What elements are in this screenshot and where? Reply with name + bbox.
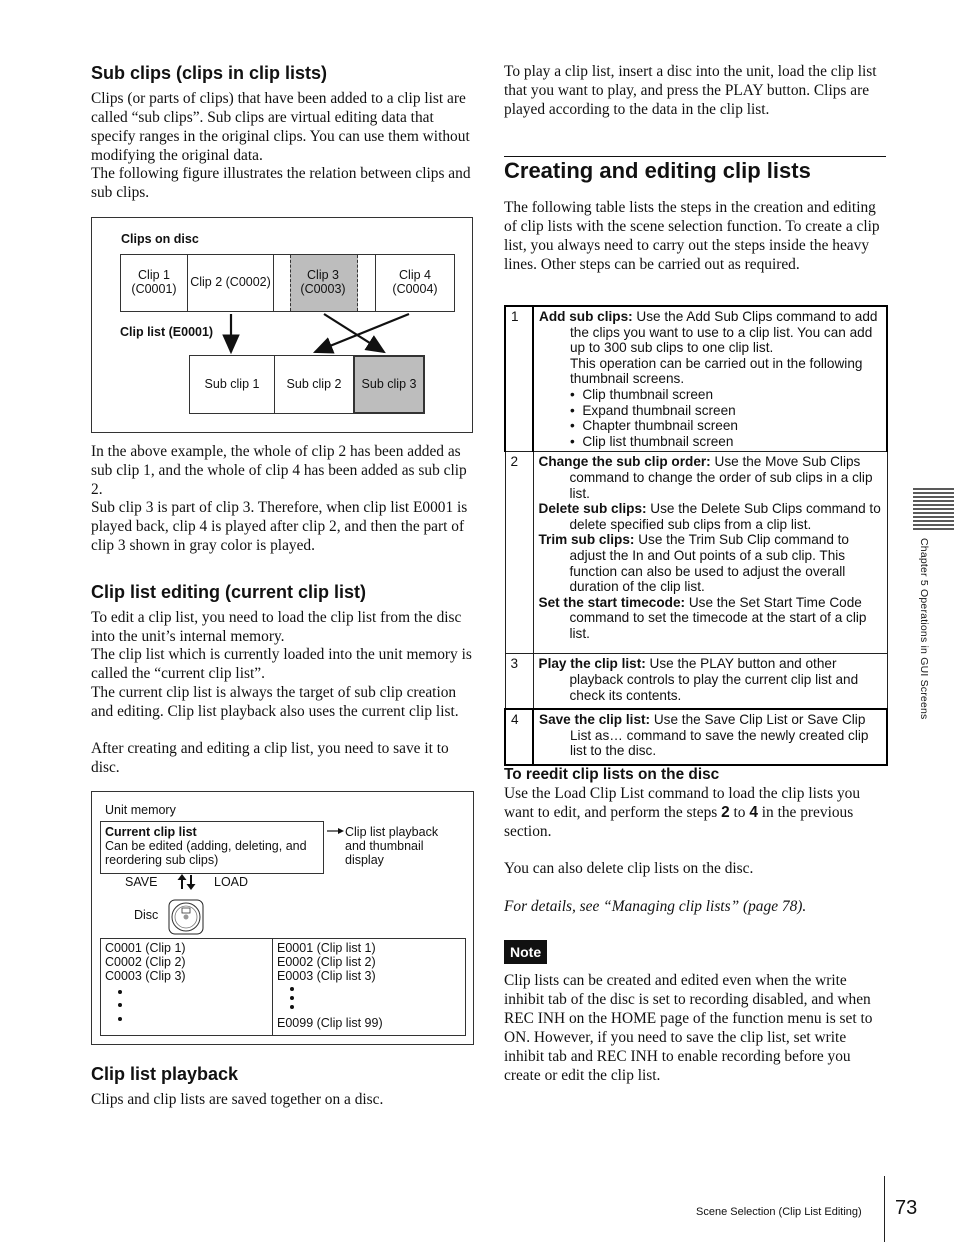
steps-table: [504, 305, 888, 766]
clip-1-id: (C0001): [131, 282, 177, 296]
sub-clip-2-box: [274, 355, 354, 414]
step-2b-text: Use the Delete Sub Clips command to delete specified sub clips from a clip list.: [569, 501, 881, 532]
playback-note-3: display: [345, 853, 384, 867]
step-2c-heading: Trim sub clips:: [538, 532, 635, 548]
section-title-clip-list-playback: Clip list playback: [91, 1064, 239, 1084]
list-item: Clip list thumbnail screen: [582, 433, 734, 449]
step-3-text: Use the PLAY button and other playback controls to play the current clip list and check its contents.: [569, 656, 859, 703]
disc-cliplist-1: E0001 (Clip list 1): [277, 941, 376, 955]
section-rule: [504, 156, 886, 157]
step-number: 2: [505, 452, 533, 654]
clip-list-label: Clip list (E0001): [120, 325, 214, 339]
table-row: [505, 654, 887, 709]
step-1-heading: Add sub clips:: [539, 309, 633, 324]
step-1-text-2: This operation can be carried out in the following thumbnail screens.: [570, 355, 863, 387]
step-4-heading: Save the clip list:: [539, 712, 651, 728]
table-row: [505, 709, 887, 765]
list-item: Clip thumbnail screen: [582, 386, 714, 402]
paragraph: To edit a clip list, you need to load the clip list from the disc into the unit’s internal memory.: [91, 609, 462, 645]
disc-clip-3: C0003 (Clip 3): [105, 969, 186, 983]
disc-cliplist-2: E0002 (Clip list 2): [277, 955, 376, 969]
footer-divider: [884, 1176, 885, 1242]
step-number: 4: [505, 709, 533, 765]
page-title: Creating and editing clip lists: [504, 158, 811, 183]
load-label: LOAD: [214, 875, 249, 889]
save-load-arrows-icon: [176, 874, 198, 890]
chapter-tab: [918, 538, 932, 748]
step-2d-text: Use the Set Start Time Code command to set the timecode at the start of a clip list.: [569, 594, 867, 641]
list-item: Expand thumbnail screen: [582, 402, 736, 418]
footer-section: Scene Selection (Clip List Editing): [696, 1206, 862, 1218]
clip-3-id: (C0003): [300, 282, 346, 296]
sub-clip-1-label: Sub clip 1: [204, 377, 260, 391]
paragraph: To play a clip list, insert a disc into the unit, load the clip list that you want to play, and press the PLAY button. Clips are played according to the data in the clip list.: [504, 63, 877, 118]
clip-4-id: (C0004): [392, 282, 438, 296]
paragraph: Clips (or parts of clips) that have been added to a clip list are called “sub clips”. Sub clips are virtual editing data that specify ranges in the original clips. You can use them without modifying the original data.: [91, 90, 470, 164]
sub-clip-3-box: [353, 355, 425, 414]
playback-note-2: and thumbnail: [345, 839, 424, 853]
reedit-step-2: 2: [721, 803, 730, 821]
current-clip-list-desc-1: Can be edited (adding, deleting, and: [105, 839, 307, 853]
reedit-heading: To reedit clip lists on the disc: [504, 766, 720, 783]
table-row: [505, 452, 887, 654]
disc-contents-box: [100, 938, 466, 1036]
paragraph: Sub clip 3 is part of clip 3. Therefore, when clip list E0001 is played back, clip 4 is played after clip 2, and then the part of clip 3 shown in gray color is played.: [91, 499, 468, 554]
clip-4-name: Clip 4: [399, 268, 431, 282]
paragraph: You can also delete clip lists on the disc.: [504, 860, 754, 877]
clips-figure: [91, 217, 473, 433]
step-number: 3: [505, 654, 533, 709]
unit-memory-label: Unit memory: [105, 803, 176, 817]
current-clip-list-box: [100, 821, 324, 874]
step-4-text: Use the Save Clip List or Save Clip List as… command to save the newly created clip list to the disc.: [570, 712, 869, 759]
reedit-text-b: in the previous section.: [504, 803, 854, 840]
disc-clip-1: C0001 (Clip 1): [105, 941, 186, 955]
note-paragraph: Clip lists can be created and edited even when the write inhibit tab of the disc is set to recording disabled, and when REC INH on the HOME page of the function menu is set to ON. However, if you need to save the clip list, set write inhibit tab and REC INH to enable recording before you create or edit the clip list.: [504, 972, 873, 1084]
note-badge: Note: [504, 940, 547, 964]
disc-cliplist-99: E0099 (Clip list 99): [277, 1016, 383, 1030]
sub-clip-1-box: [189, 355, 275, 414]
step-2b-heading: Delete sub clips:: [538, 501, 647, 517]
disc-cliplist-3: E0003 (Clip list 3): [277, 969, 376, 983]
cliplists-ellipsis-icon: [289, 985, 295, 1011]
details-reference: For details, see “Managing clip lists” (page 78).: [504, 898, 807, 915]
chapter-tab-lines: [913, 488, 954, 534]
reedit-text-to: to: [729, 803, 750, 821]
reedit-text-a: Use the Load Clip List command to load the clip lists you want to edit, and perform the steps: [504, 785, 861, 821]
reedit-step-4: 4: [749, 803, 758, 821]
paragraph: The current clip list is always the target of sub clip creation and editing. Clip list playback also uses the current clip list.: [91, 684, 459, 720]
disc-label: Disc: [134, 908, 159, 922]
current-clip-list-title: Current clip list: [105, 825, 197, 839]
step-2d-heading: Set the start timecode:: [538, 594, 686, 610]
clip-3-name: Clip 3: [307, 268, 339, 282]
current-clip-list-desc-2: reordering sub clips): [105, 853, 219, 867]
section-title-sub-clips: Sub clips (clips in clip lists): [91, 63, 328, 83]
clips-ellipsis-icon: [117, 987, 123, 1027]
step-1-text: Use the Add Sub Clips command to add the clips you want to use to a clip list. You can add up to 300 sub clips to one clip list.: [570, 309, 878, 356]
paragraph: The following figure illustrates the relation between clips and sub clips.: [91, 165, 471, 201]
step-3-heading: Play the clip list:: [538, 656, 646, 672]
section-title-clip-list-editing: Clip list editing (current clip list): [91, 582, 367, 602]
paragraph: [504, 785, 886, 842]
paragraph: The clip list which is currently loaded into the unit memory is called the “current clip list”.: [91, 646, 472, 682]
step-2a-text: Use the Move Sub Clips command to change the order of sub clips in a clip list.: [569, 454, 873, 501]
step-2a-heading: Change the sub clip order:: [538, 454, 711, 470]
disc-icon: [168, 899, 204, 935]
paragraph: In the above example, the whole of clip 2 has been added as sub clip 1, and the whole of clip 4 has been added as sub clip 2.: [91, 443, 467, 498]
list-item: Chapter thumbnail screen: [582, 418, 738, 434]
memory-figure: [91, 791, 474, 1045]
step-number: 1: [505, 306, 533, 452]
paragraph: Clips and clip lists are saved together on a disc.: [91, 1091, 384, 1108]
table-row: 1 Add sub clips: Use the Add Sub Clips command to add the clips you want to use to a clip list. You can add up to 300 sub clips to one clip list. This operation can be carried out in the following thumbnail screens. • Clip thumbnail screen • Expand thumbnail screen • Chapter thumbnail screen • Clip list thumbnail screen: [505, 306, 887, 452]
clip-1-name: Clip 1: [138, 268, 170, 282]
step-2c-text: Use the Trim Sub Clip command to adjust the In and Out points of a sub clip. This function can also be used to adjust the overall duration of the clip list.: [569, 532, 849, 595]
paragraph: The following table lists the steps in the creation and editing of clip lists with the scene selection function. To create a clip list, you always need to carry out the steps inside the heavy lines. Other steps can be carried out as required.: [504, 199, 880, 273]
disc-clip-2: C0002 (Clip 2): [105, 955, 186, 969]
right-arrow-icon: [326, 826, 346, 836]
paragraph: After creating and editing a clip list, you need to save it to disc.: [91, 740, 449, 776]
sub-clip-2-label: Sub clip 2: [286, 377, 342, 391]
page-number: 73: [895, 1197, 918, 1219]
sub-clip-3-label: Sub clip 3: [361, 377, 417, 391]
chapter-tab-label: Chapter 5 Operations in GUI Screens: [918, 538, 930, 720]
clip-2-label: Clip 2 (C0002): [190, 275, 271, 289]
clips-on-disc-label: Clips on disc: [121, 232, 199, 246]
playback-note-1: Clip list playback: [345, 825, 439, 839]
save-label: SAVE: [125, 875, 158, 889]
